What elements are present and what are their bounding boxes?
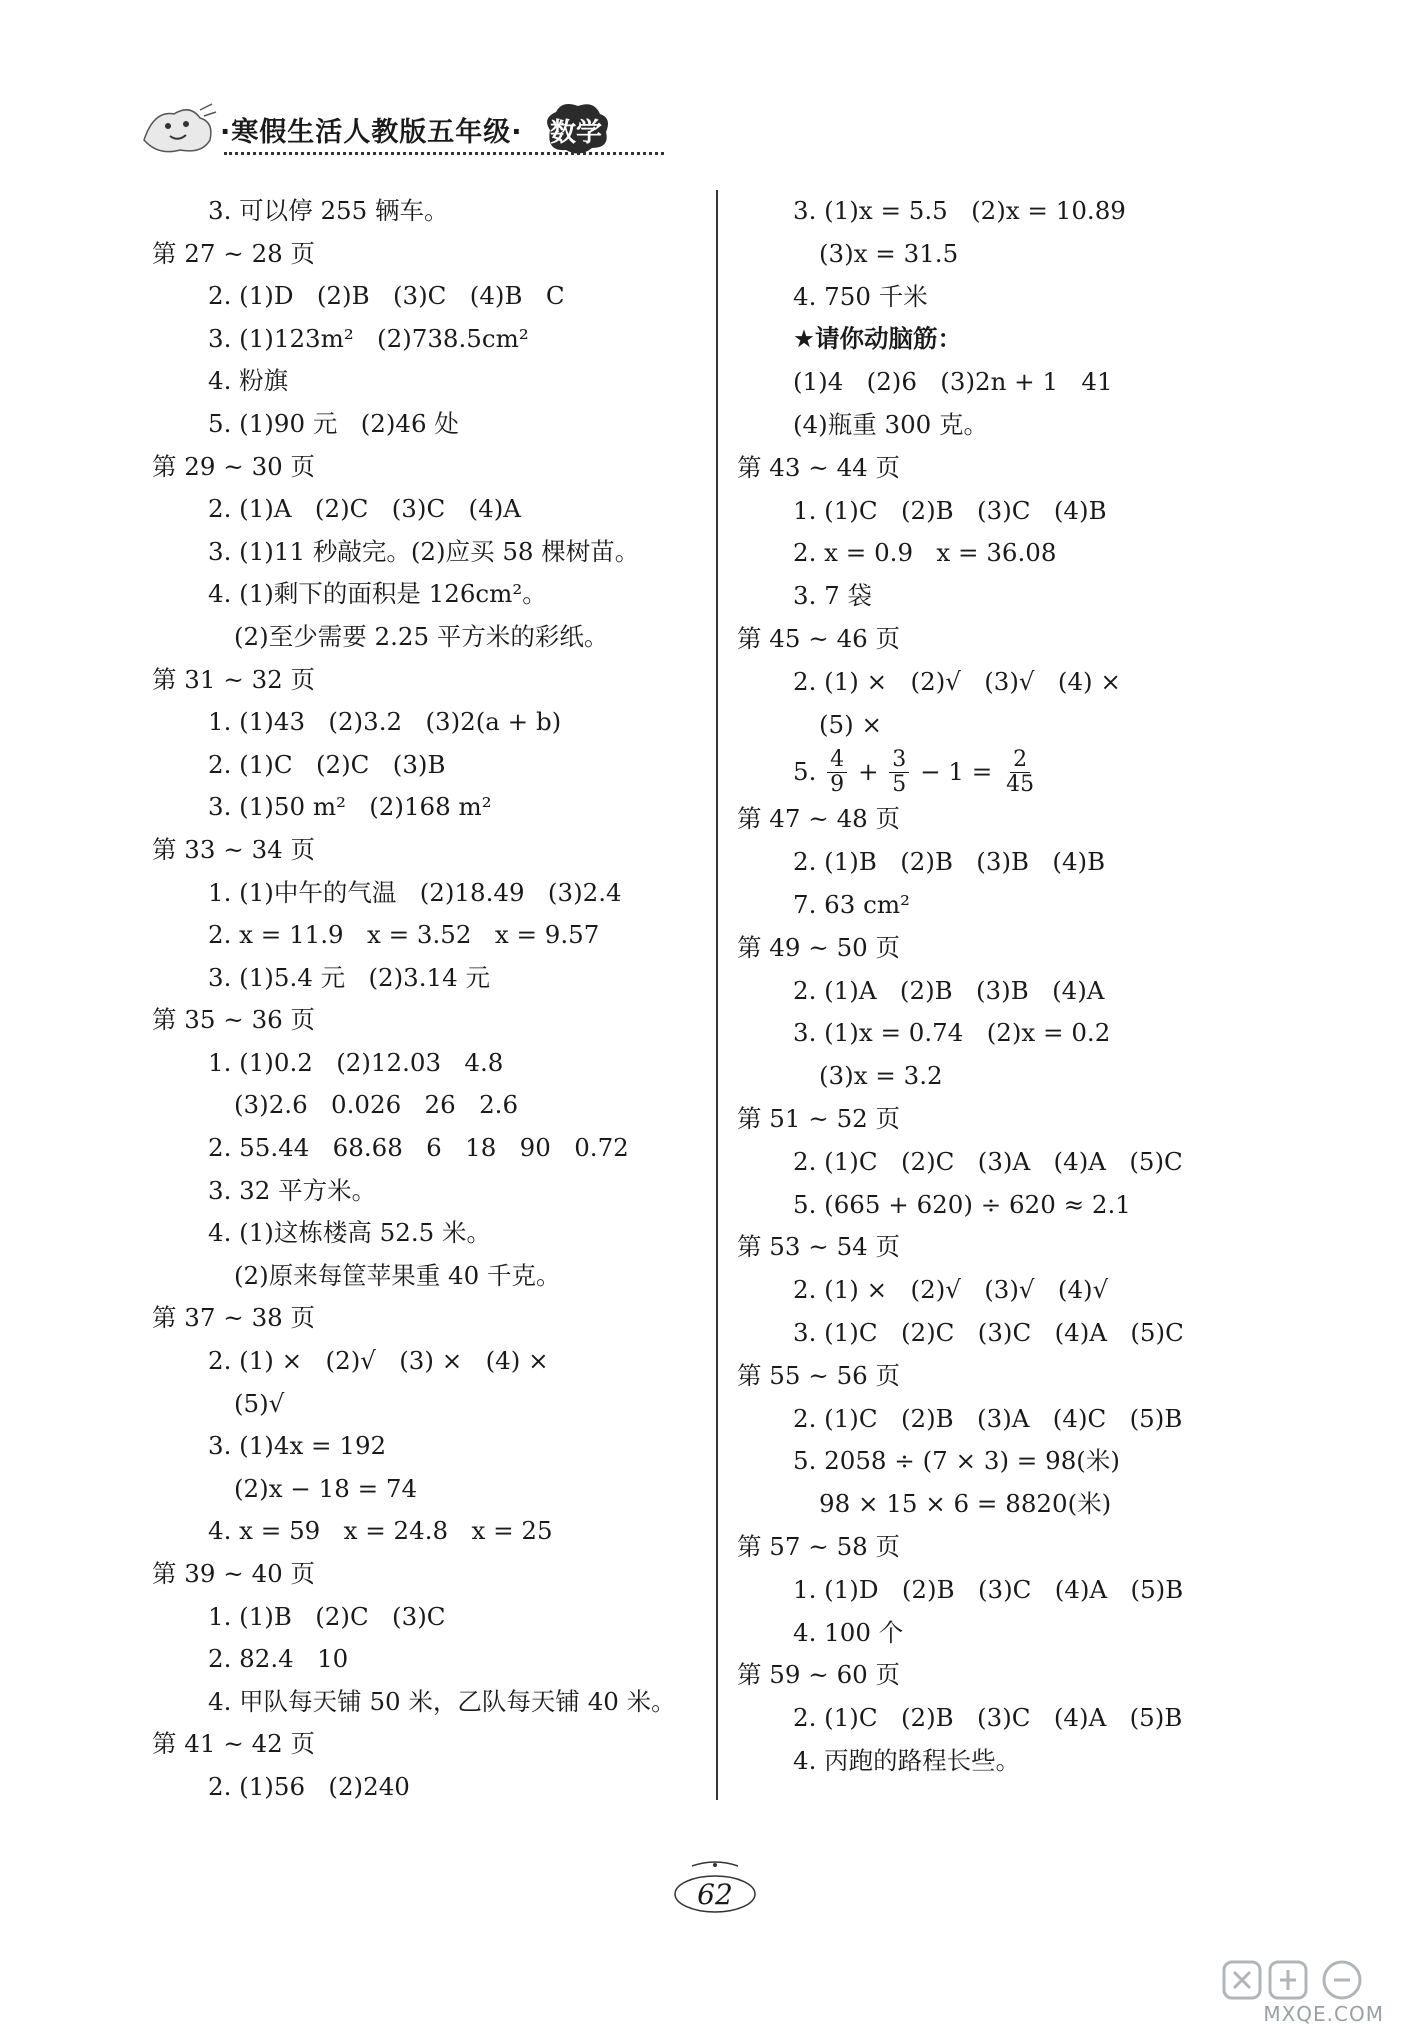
watermark-url: MXQE.COM xyxy=(1263,2002,1384,2026)
fraction-numerator: 3 xyxy=(889,749,909,773)
answer-line: 3. (1)x = 5.5 (2)x = 10.89 xyxy=(793,196,1126,225)
answer-subline: (3)2.6 0.026 26 2.6 xyxy=(234,1090,519,1120)
answer-line: 2. 55.44 68.68 6 18 90 0.72 xyxy=(208,1133,629,1163)
answer-subline: 98 × 15 × 6 = 8820(米) xyxy=(819,1489,1112,1519)
answer-line: 3. 可以停 255 辆车。 xyxy=(208,196,449,225)
answer-line: 3. (1)4x = 192 xyxy=(208,1431,387,1461)
section-heading: 第 31 ~ 32 页 xyxy=(152,664,316,694)
answer-line: 2. (1)C (2)C (3)B xyxy=(208,749,446,779)
answer-subline: (3)x = 31.5 xyxy=(819,238,959,268)
section-heading: 第 51 ~ 52 页 xyxy=(737,1103,901,1133)
section-heading: 第 39 ~ 40 页 xyxy=(152,1559,316,1588)
answer-line: 7. 63 cm² xyxy=(793,889,910,919)
answer-line: 2. x = 0.9 x = 36.08 xyxy=(793,538,1057,568)
answer-line: 3. (1)123m² (2)738.5cm² xyxy=(208,323,529,353)
answer-line: 4. 粉旗 xyxy=(208,366,289,396)
answer-line: 2. (1) × (2)√ (3) × (4) × xyxy=(208,1346,549,1376)
answer-subline: (5) × xyxy=(819,709,883,739)
fraction-denominator: 9 xyxy=(830,771,845,797)
section-heading: 第 41 ~ 42 页 xyxy=(152,1729,316,1759)
answer-line: 4. 丙跑的路程长些。 xyxy=(793,1745,1021,1775)
section-heading: 第 47 ~ 48 页 xyxy=(737,804,901,834)
subject-label: 数学 xyxy=(549,118,602,148)
answer-line: 2. (1)D (2)B (3)C (4)B C xyxy=(208,281,565,311)
answer-line: 4. 甲队每天铺 50 米，乙队每天铺 40 米。 xyxy=(208,1686,676,1716)
answer-line: 1. (1)C (2)B (3)C (4)B xyxy=(793,495,1107,525)
answer-column-left xyxy=(152,190,712,1809)
fraction-denominator: 5 xyxy=(892,771,907,797)
answer-line: (4)瓶重 300 克。 xyxy=(793,409,989,439)
equation-text: − 1 = xyxy=(912,757,1001,787)
section-heading: 第 43 ~ 44 页 xyxy=(737,452,901,482)
watermark-logo-icon xyxy=(1204,1958,1384,2004)
answer-line: 1. (1)0.2 (2)12.03 4.8 xyxy=(208,1047,504,1077)
equation-text: 5. xyxy=(793,757,825,787)
section-heading: 第 33 ~ 34 页 xyxy=(152,834,316,864)
answer-line: 2. (1) × (2)√ (3)√ (4) × xyxy=(793,666,1121,696)
section-heading: 第 35 ~ 36 页 xyxy=(152,1005,316,1035)
answer-line: 1. (1)D (2)B (3)C (4)A (5)B xyxy=(793,1574,1184,1604)
fraction-denominator: 45 xyxy=(1006,771,1035,797)
answer-line: 4. 750 千米 xyxy=(793,281,928,311)
section-heading: 第 45 ~ 46 页 xyxy=(737,623,901,653)
answer-line: 3. (1)11 秒敲完。(2)应买 58 棵树苗。 xyxy=(208,536,640,566)
answer-line: 2. (1)C (2)B (3)C (4)A (5)B xyxy=(793,1703,1183,1733)
fraction xyxy=(889,746,909,797)
answer-line: 5. (1)90 元 (2)46 处 xyxy=(208,408,459,438)
answer-line: 2. (1)B (2)B (3)B (4)B xyxy=(793,847,1106,877)
answer-subline: (2)原来每筐苹果重 40 千克。 xyxy=(234,1260,561,1290)
answer-line: 3. (1)50 m² (2)168 m² xyxy=(208,792,492,822)
answer-line: 2. (1)56 (2)240 xyxy=(208,1771,410,1801)
fraction-numerator: 2 xyxy=(1010,749,1030,773)
answer-subline: (2)至少需要 2.25 平方米的彩纸。 xyxy=(234,621,609,651)
answer-line: 4. (1)这栋楼高 52.5 米。 xyxy=(208,1218,491,1248)
subject-badge xyxy=(540,100,612,156)
answer-line: 3. (1)x = 0.74 (2)x = 0.2 xyxy=(793,1018,1111,1048)
answer-line: 2. (1)C (2)C (3)A (4)A (5)C xyxy=(793,1146,1183,1176)
section-heading: 第 49 ~ 50 页 xyxy=(737,932,901,962)
equation-text: + xyxy=(850,757,887,787)
answer-subline: (3)x = 3.2 xyxy=(819,1061,943,1091)
fraction-numerator: 4 xyxy=(827,749,847,773)
cartoon-decoration-icon xyxy=(140,100,218,158)
answer-line: 5. 2058 ÷ (7 × 3) = 98(米) xyxy=(793,1446,1120,1476)
book-title: ·寒假生活人教版五年级· xyxy=(220,117,523,148)
answer-subline: (5)√ xyxy=(234,1388,285,1418)
answer-line: 4. (1)剩下的面积是 126cm²。 xyxy=(208,579,547,609)
site-watermark xyxy=(1204,1958,1384,2028)
answer-line: 3. 7 袋 xyxy=(793,581,873,611)
answer-line: 5. (665 + 620) ÷ 620 ≈ 2.1 xyxy=(793,1189,1131,1219)
fraction-equation xyxy=(737,746,1337,798)
page-header xyxy=(140,92,660,172)
answer-line: 3. 32 平方米。 xyxy=(208,1175,377,1205)
fraction xyxy=(1003,746,1037,797)
bonus-heading: ★请你动脑筋： xyxy=(793,324,962,354)
fraction xyxy=(827,746,847,797)
section-heading: 第 57 ~ 58 页 xyxy=(737,1531,901,1561)
answer-line: 1. (1)B (2)C (3)C xyxy=(208,1601,446,1631)
section-heading: 第 27 ~ 28 页 xyxy=(152,238,316,268)
page-number: 62 xyxy=(697,1878,733,1911)
section-heading: 第 53 ~ 54 页 xyxy=(737,1232,901,1262)
answer-line: 3. (1)5.4 元 (2)3.14 元 xyxy=(208,962,491,992)
answer-column-right xyxy=(737,190,1337,1783)
section-heading: 第 37 ~ 38 页 xyxy=(152,1303,316,1333)
answer-line: 3. (1)C (2)C (3)C (4)A (5)C xyxy=(793,1317,1184,1347)
answer-subline: (2)x − 18 = 74 xyxy=(234,1473,418,1503)
answer-line: 2. (1) × (2)√ (3)√ (4)√ xyxy=(793,1275,1109,1305)
answer-line: (1)4 (2)6 (3)2n + 1 41 xyxy=(793,367,1113,397)
section-heading: 第 29 ~ 30 页 xyxy=(152,451,316,481)
answer-line: 4. 100 个 xyxy=(793,1617,904,1647)
answer-line: 1. (1)中午的气温 (2)18.49 (3)2.4 xyxy=(208,877,622,907)
answer-line: 1. (1)43 (2)3.2 (3)2(a + b) xyxy=(208,707,562,737)
section-heading: 第 55 ~ 56 页 xyxy=(737,1360,901,1390)
page-number-box xyxy=(672,1860,758,1914)
answer-line: 2. x = 11.9 x = 3.52 x = 9.57 xyxy=(208,920,600,950)
answer-line: 4. x = 59 x = 24.8 x = 25 xyxy=(208,1516,553,1546)
column-divider xyxy=(716,190,718,1800)
answer-line: 2. 82.4 10 xyxy=(208,1644,349,1674)
answer-line: 2. (1)A (2)B (3)B (4)A xyxy=(793,975,1105,1005)
section-heading: 第 59 ~ 60 页 xyxy=(737,1660,901,1690)
answer-line: 2. (1)C (2)B (3)A (4)C (5)B xyxy=(793,1403,1183,1433)
answer-line: 2. (1)A (2)C (3)C (4)A xyxy=(208,494,521,524)
